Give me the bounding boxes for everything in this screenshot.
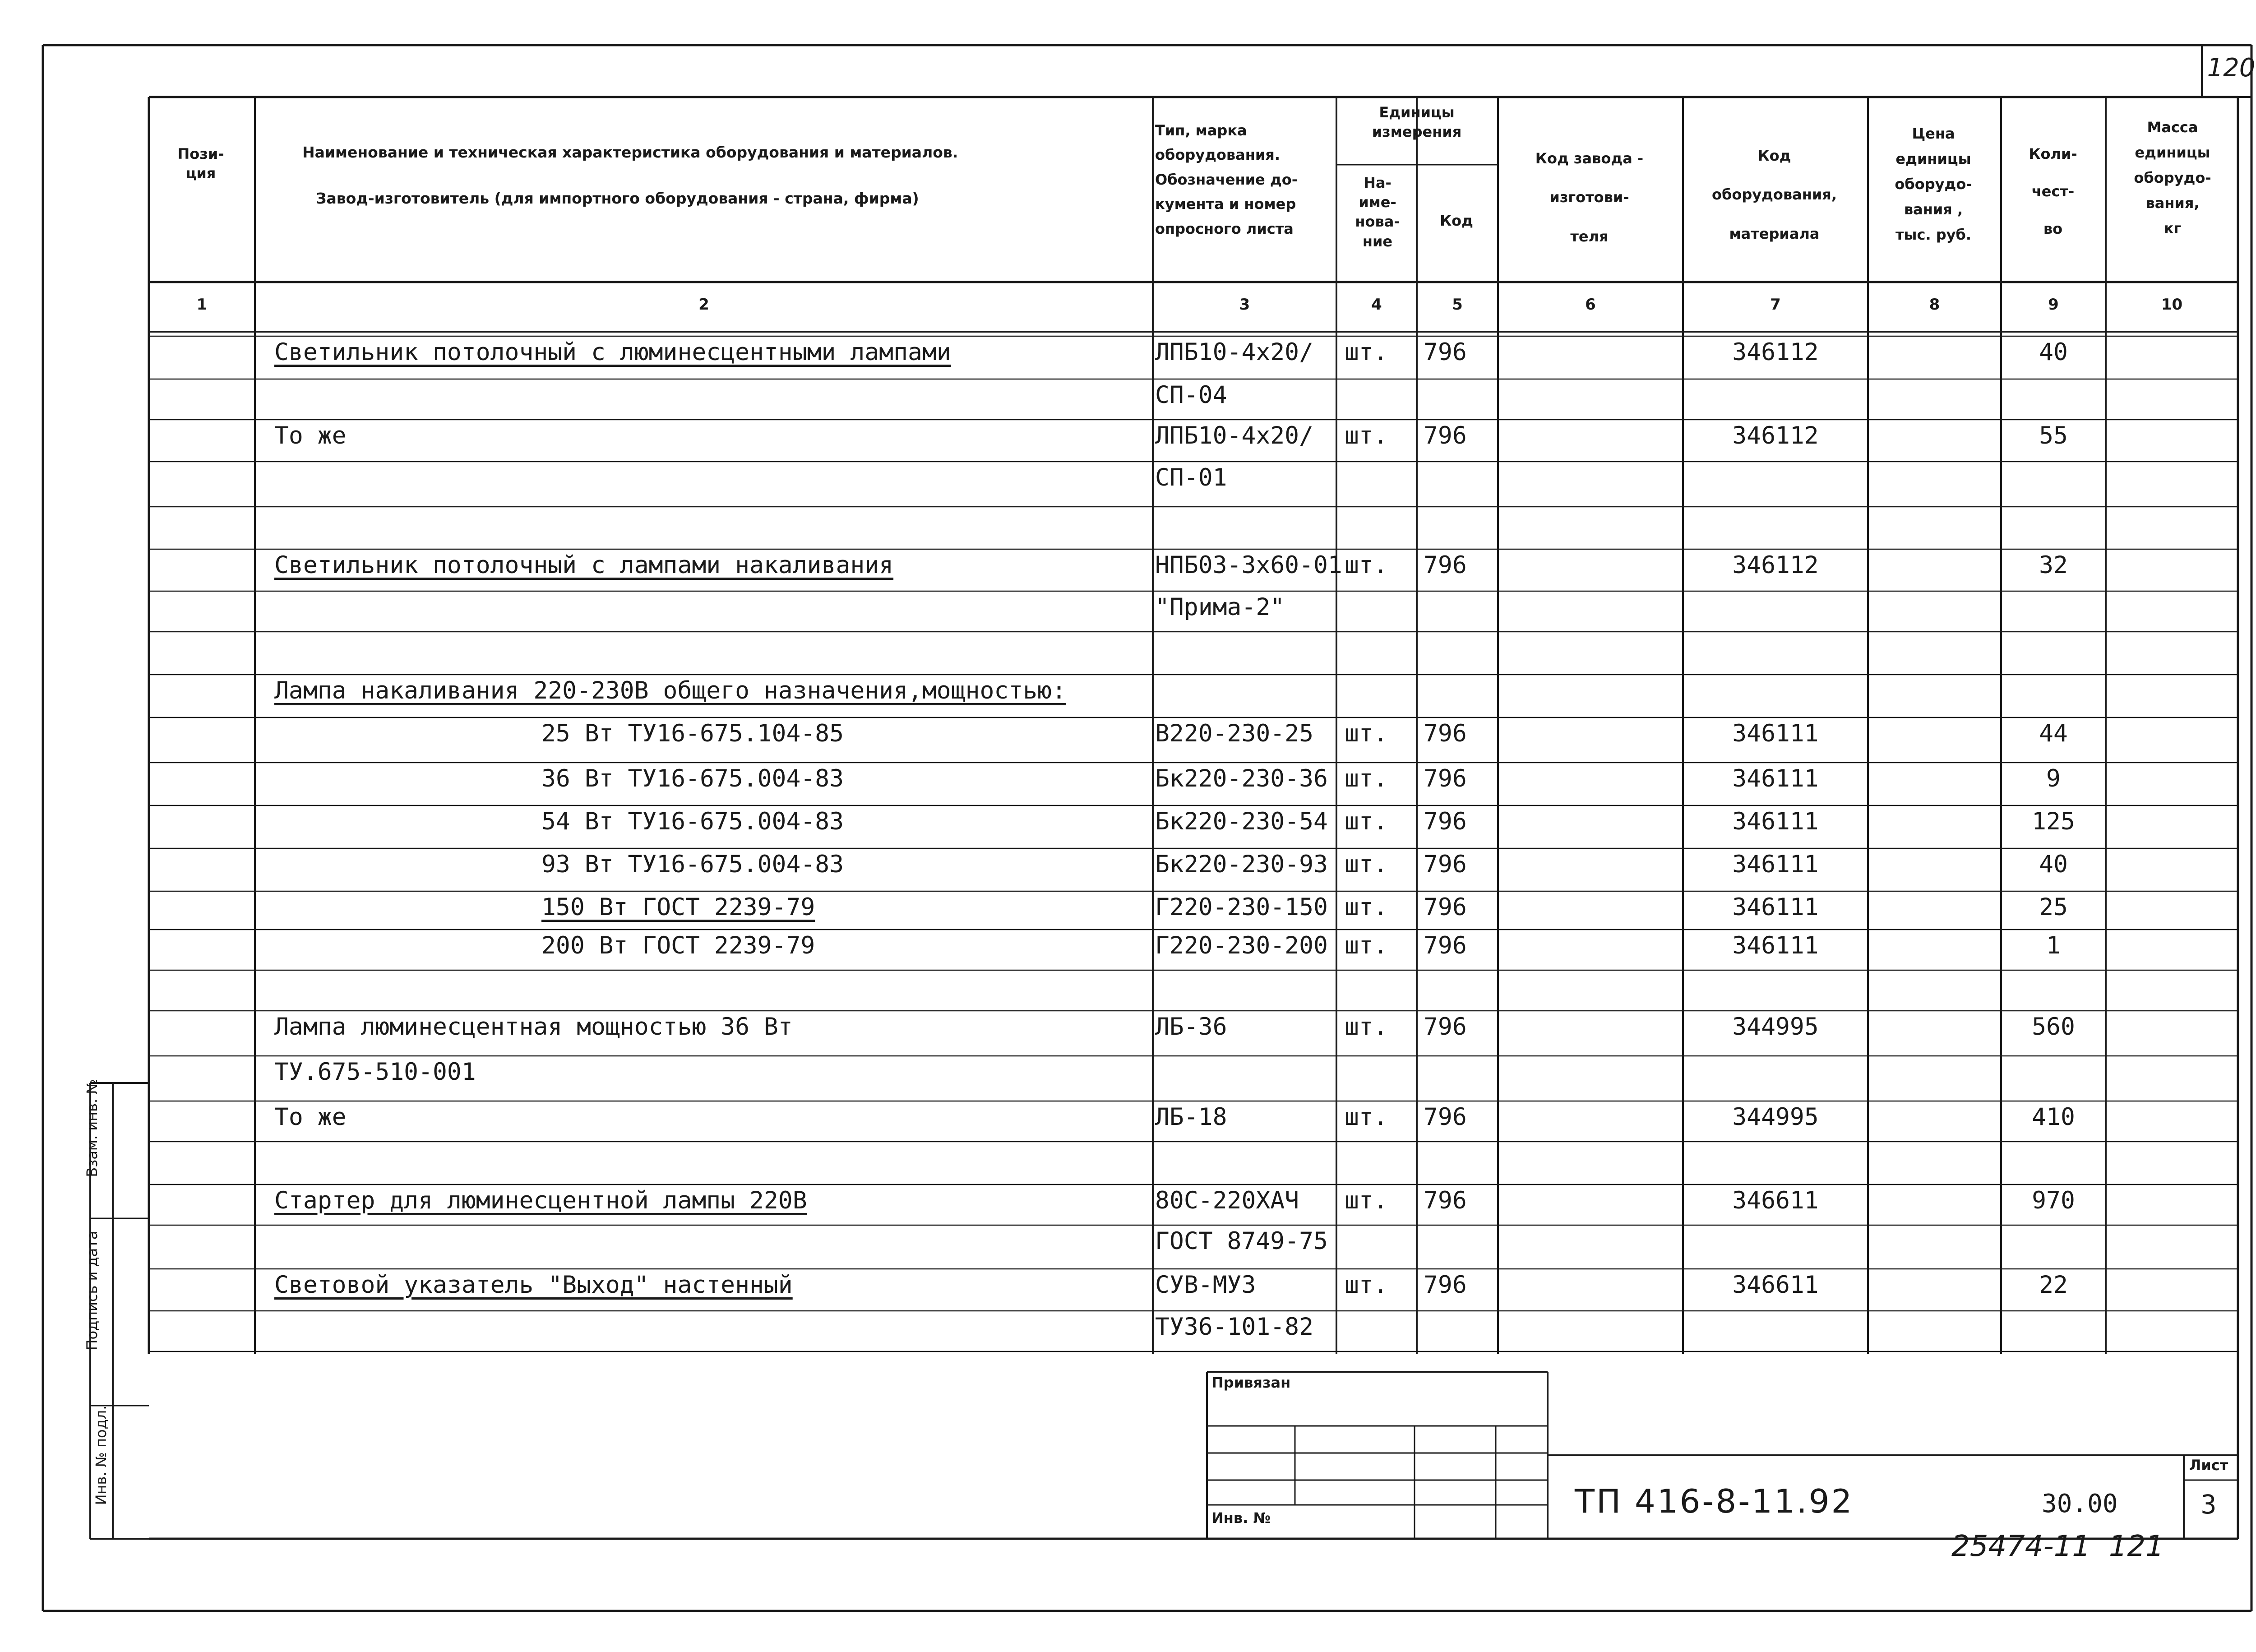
row-equipment-code: 346111: [1732, 932, 1819, 959]
section-code: 30.00: [2042, 1489, 2118, 1518]
header-type: Тип, марка оборудования. Обозначение до- кумента и номер опросного листа: [1155, 122, 1298, 237]
row-unit-code: 796: [1424, 1187, 1467, 1214]
corner-sheet-number: 120: [2207, 53, 2256, 83]
row-type: Бк220-230-54: [1155, 808, 1328, 835]
row-quantity: 25: [2039, 893, 2068, 921]
row-quantity: 9: [2046, 765, 2061, 792]
row-unit: шт.: [1345, 422, 1388, 449]
column-number-3: 3: [1239, 296, 1250, 314]
row-quantity: 560: [2032, 1013, 2075, 1041]
row-unit: шт.: [1345, 338, 1388, 366]
row-name: То же: [274, 1103, 347, 1131]
row-unit: шт.: [1345, 1103, 1388, 1131]
row-quantity: 125: [2032, 808, 2075, 835]
header-name-line1: Наименование и техническая характеристика оборудования и материалов.: [302, 143, 958, 161]
row-unit: шт.: [1345, 1013, 1388, 1041]
row-unit-code: 796: [1424, 1013, 1467, 1041]
row-equipment-code: 346611: [1732, 1187, 1819, 1214]
row-name: 54 Вт ТУ16-675.004-83: [541, 808, 844, 835]
row-name: Лампа накаливания 220-230В общего назначения,мощностью:: [274, 677, 1066, 704]
row-quantity: 55: [2039, 422, 2068, 449]
document-code: ТП 416-8-11.92: [1575, 1482, 1854, 1520]
sheet-number: 3: [2201, 1489, 2217, 1520]
row-equipment-code: 346111: [1732, 808, 1819, 835]
row-quantity: 44: [2039, 720, 2068, 747]
stamp-privyazan: Привязан: [1211, 1374, 1291, 1391]
row-type: Бк220-230-36: [1155, 765, 1328, 792]
row-equipment-code: 346112: [1732, 338, 1819, 366]
row-quantity: 410: [2032, 1103, 2075, 1131]
row-unit: шт.: [1345, 851, 1388, 878]
side-label-replace-inv: Взам. инв. №: [83, 1079, 101, 1177]
row-type: СУВ-МУ3: [1155, 1271, 1256, 1299]
row-type: ТУ36-101-82: [1155, 1313, 1313, 1341]
column-number-4: 4: [1371, 296, 1382, 314]
header-price: Цена единицы оборудо- вания , тыс. руб.: [1895, 125, 1972, 243]
row-name: Лампа люминесцентная мощностью 36 Вт: [274, 1013, 793, 1041]
row-type: 80С-220ХАЧ: [1155, 1187, 1299, 1214]
column-number-2: 2: [698, 296, 709, 314]
column-number-7: 7: [1770, 296, 1781, 314]
row-equipment-code: 346112: [1732, 551, 1819, 579]
row-type: Г220-230-150: [1155, 893, 1328, 921]
row-name: 93 Вт ТУ16-675.004-83: [541, 851, 844, 878]
row-type: СП-01: [1155, 464, 1227, 491]
row-unit: шт.: [1345, 1187, 1388, 1214]
row-equipment-code: 346111: [1732, 765, 1819, 792]
row-unit-code: 796: [1424, 765, 1467, 792]
row-name: ТУ.675-510-001: [274, 1058, 476, 1086]
row-type: Бк220-230-93: [1155, 851, 1328, 878]
row-name: Светильник потолочный с лампами накаливания: [274, 551, 894, 579]
row-type: Г220-230-200: [1155, 932, 1328, 959]
row-unit-code: 796: [1424, 720, 1467, 747]
row-unit-code: 796: [1424, 338, 1467, 366]
header-factory-code: Код завода - изготови- теля: [1535, 150, 1644, 245]
header-units-group: Единицы измерения: [1372, 104, 1462, 141]
row-name: 25 Вт ТУ16-675.104-85: [541, 720, 844, 747]
sheet-label: Лист: [2189, 1457, 2228, 1474]
row-name: Световой указатель "Выход" настенный: [274, 1271, 793, 1299]
header-unit-code: Код: [1440, 212, 1473, 229]
side-label-signature-date: Подпись и дата: [83, 1231, 101, 1351]
row-equipment-code: 344995: [1732, 1103, 1819, 1131]
row-type: ГОСТ 8749-75: [1155, 1227, 1328, 1255]
column-number-1: 1: [196, 296, 208, 314]
header-position: Пози- ция: [177, 145, 224, 182]
row-unit-code: 796: [1424, 422, 1467, 449]
header-mass: Масса единицы оборудо- вания, кг: [2134, 119, 2211, 237]
row-quantity: 32: [2039, 551, 2068, 579]
stamp-inv-no: Инв. №: [1211, 1509, 1271, 1527]
column-number-5: 5: [1452, 296, 1463, 314]
row-unit: шт.: [1345, 893, 1388, 921]
row-equipment-code: 344995: [1732, 1013, 1819, 1041]
column-number-6: 6: [1585, 296, 1596, 314]
header-unit-name: На- име- нова- ние: [1355, 174, 1400, 250]
header-equipment-code: Код оборудования, материала: [1712, 147, 1837, 242]
row-type: В220-230-25: [1155, 720, 1313, 747]
row-name: 36 Вт ТУ16-675.004-83: [541, 765, 844, 792]
row-unit: шт.: [1345, 551, 1388, 579]
side-label-original-inv: Инв. № подл.: [92, 1405, 110, 1505]
row-unit-code: 796: [1424, 851, 1467, 878]
row-name: 150 Вт ГОСТ 2239-79: [541, 893, 815, 921]
row-name: Светильник потолочный с люминесцентными лампами: [274, 338, 951, 366]
row-type: "Прима-2": [1155, 593, 1285, 621]
row-type: НПБ03-3х60-01: [1155, 551, 1342, 579]
row-quantity: 22: [2039, 1271, 2068, 1299]
row-unit: шт.: [1345, 808, 1388, 835]
row-unit-code: 796: [1424, 808, 1467, 835]
row-quantity: 40: [2039, 338, 2068, 366]
row-type: ЛБ-36: [1155, 1013, 1227, 1041]
row-type: ЛБ-18: [1155, 1103, 1227, 1131]
row-unit: шт.: [1345, 765, 1388, 792]
row-unit-code: 796: [1424, 551, 1467, 579]
row-unit: шт.: [1345, 1271, 1388, 1299]
row-name: 200 Вт ГОСТ 2239-79: [541, 932, 815, 959]
archive-number: 25474-11 121: [1951, 1530, 2164, 1563]
row-type: ЛПБ10-4х20/: [1155, 422, 1313, 449]
row-equipment-code: 346112: [1732, 422, 1819, 449]
row-quantity: 970: [2032, 1187, 2075, 1214]
row-quantity: 1: [2046, 932, 2061, 959]
row-unit: шт.: [1345, 932, 1388, 959]
header-name-line2: Завод-изготовитель (для импортного оборудования - страна, фирма): [316, 190, 919, 207]
column-number-9: 9: [2048, 296, 2059, 314]
column-number-10: 10: [2161, 296, 2183, 314]
row-equipment-code: 346111: [1732, 720, 1819, 747]
row-unit: шт.: [1345, 720, 1388, 747]
row-name: То же: [274, 422, 347, 449]
header-quantity: Коли- чест- во: [2029, 145, 2077, 238]
row-unit-code: 796: [1424, 932, 1467, 959]
row-equipment-code: 346111: [1732, 893, 1819, 921]
row-quantity: 40: [2039, 851, 2068, 878]
column-number-8: 8: [1929, 296, 1940, 314]
row-unit-code: 796: [1424, 1271, 1467, 1299]
row-equipment-code: 346111: [1732, 851, 1819, 878]
row-unit-code: 796: [1424, 893, 1467, 921]
row-equipment-code: 346611: [1732, 1271, 1819, 1299]
row-name: Стартер для люминесцентной лампы 220В: [274, 1187, 807, 1214]
row-type: ЛПБ10-4х20/: [1155, 338, 1313, 366]
row-unit-code: 796: [1424, 1103, 1467, 1131]
row-type: СП-04: [1155, 381, 1227, 409]
